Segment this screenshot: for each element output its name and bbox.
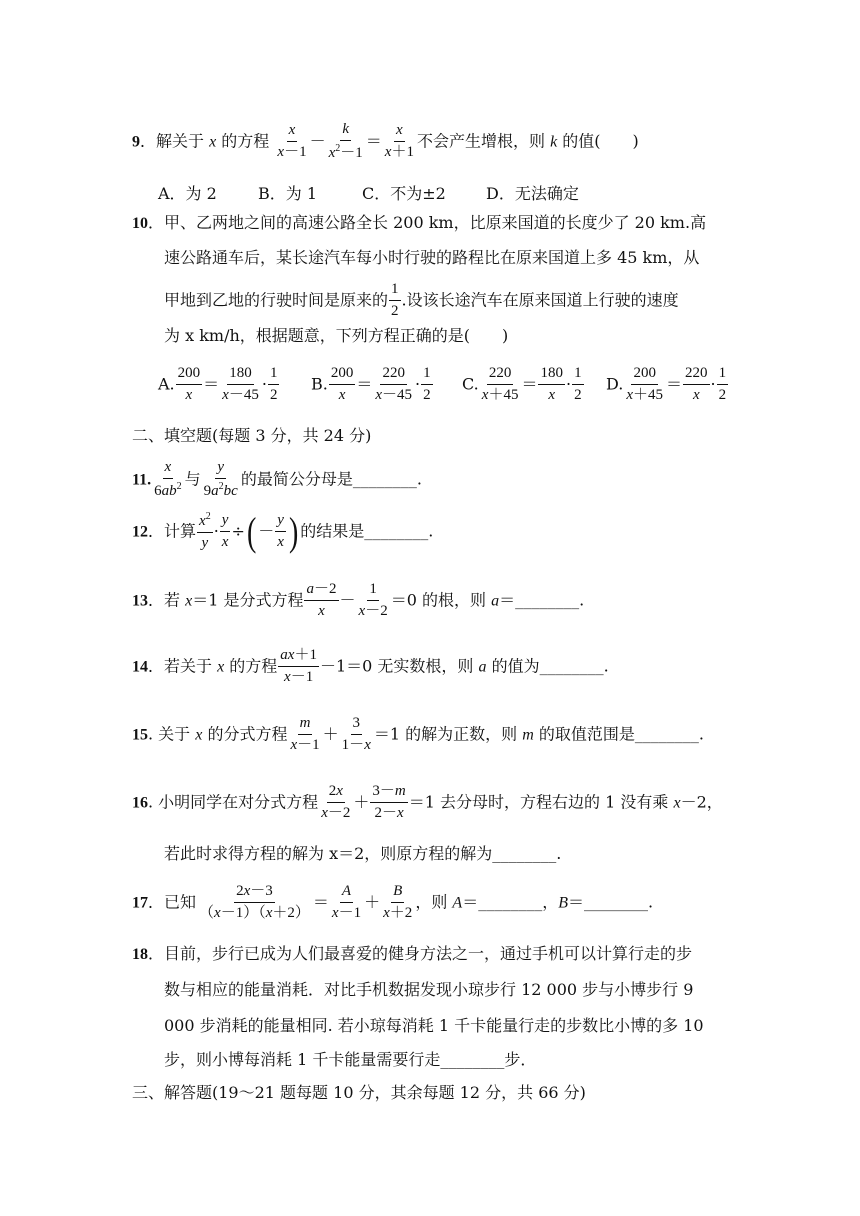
option-c: C. $\frac{220}{x+45}$ ＝ $\frac{180}{x}$ · $\frac{1}{2}$: [462, 365, 582, 403]
section-heading: 二、填空题(每题 3 分，共 24 分): [132, 426, 372, 445]
question-17: 17．已知 $\frac{2x-3}{(x-1)(x+2)}$ ＝ $\frac{A}{x-1}$ ＋ $\frac{B}{x+2}$ ，则 A＝________，B＝________.: [132, 883, 654, 921]
question-12: 12．计算 $\frac{x^2}{y}$ · $\frac{y}{x}$ ÷( － $\frac{y}{x}$ ) 的结果是________.: [132, 509, 434, 554]
question-16-line-2: 若此时求得方程的解为 x＝2，则原方程的解为________.: [164, 844, 562, 863]
question-18-line-1: 18．目前，步行已成为人们最喜爱的健身方法之一，通过手机可以计算行走的步: [132, 944, 693, 963]
option-d: D. $\frac{200}{x+45}$ ＝ $\frac{220}{x}$ · $\frac{1}{2}$: [606, 365, 727, 403]
question-number: 10: [132, 215, 148, 232]
question-number: 9: [132, 133, 140, 151]
option-a: A. $\frac{200}{x}$ ＝ $\frac{180}{x-45}$ · $\frac{1}{2}$: [158, 365, 278, 403]
option-b: B. $\frac{200}{x}$ ＝ $\frac{220}{x-45}$ · $\frac{1}{2}$: [311, 365, 431, 403]
question-10-line-2: 速公路通车后，某长途汽车每小时行驶的路程比在原来国道上多 45 km，从: [164, 248, 700, 267]
fraction: $\frac{x}{x+1}$: [384, 122, 414, 160]
fraction: $\frac{k}{x^2-1}$: [328, 121, 363, 161]
question-14: 14．若关于 x 的方程 $\frac{ax+1}{x-1}$ －1＝0 无实数根，则 a 的值为________.: [132, 647, 609, 685]
option-b: B．为 1: [258, 184, 318, 203]
question-16-line-1: 16. 小明同学在对分式方程 $\frac{2x}{x-2}$ ＋ $\frac{3-m}{2-x}$ ＝1 去分母时，方程右边的 1 没有乘 x－2，: [132, 783, 723, 821]
question-10-line-4: 为 x km/h，根据题意，下列方程正确的是( ): [164, 326, 509, 345]
question-9: 9．解关于 x 的方程 $\frac{x}{x-1}$ － $\frac{k}{x^2-1}$ ＝ $\frac{x}{x+1}$ 不会产生增根，则 k 的值( ): [132, 121, 639, 161]
question-13: 13．若 x＝1 是分式方程 $\frac{a-2}{x}$ － $\frac{1}{x-2}$ ＝0 的根，则 a＝________.: [132, 581, 585, 619]
question-18-line-2: 数与相应的能量消耗．对比手机数据发现小琼步行 12 000 步与小博步行 9: [164, 980, 694, 999]
question-10-line-3: 甲地到乙地的行驶时间是原来的 $\frac{1}{2}$ .设该长途汽车在原来国道上行驶的速度: [164, 281, 679, 319]
option-c: C．不为±2: [362, 184, 446, 203]
option-d: D．无法确定: [486, 184, 579, 203]
question-10-line-1: 10．甲、乙两地之间的高速公路全长 200 km，比原来国道的长度少了 20 km.高: [132, 213, 707, 232]
fraction: $\frac{1}{2}$: [391, 281, 399, 319]
option-a: A．为 2: [158, 184, 217, 203]
question-11: 11. $\frac{x}{6ab^2}$ 与 $\frac{y}{9a^2bc}$ 的最简公分母是________.: [132, 459, 422, 499]
question-18-line-4: 步，则小博每消耗 1 千卡能量需要行走________步．: [164, 1050, 537, 1069]
section-heading: 三、解答题(19～21 题每题 10 分，其余每题 12 分，共 66 分): [132, 1083, 586, 1102]
fraction: $\frac{x}{x-1}$: [277, 122, 307, 160]
question-18-line-3: 000 步消耗的能量相同. 若小琼每消耗 1 千卡能量行走的步数比小博的多 10: [164, 1016, 704, 1035]
question-15: 15. 关于 x 的分式方程 $\frac{m}{x-1}$ ＋ $\frac{3}{1-x}$ ＝1 的解为正数，则 m 的取值范围是________.: [132, 715, 704, 753]
